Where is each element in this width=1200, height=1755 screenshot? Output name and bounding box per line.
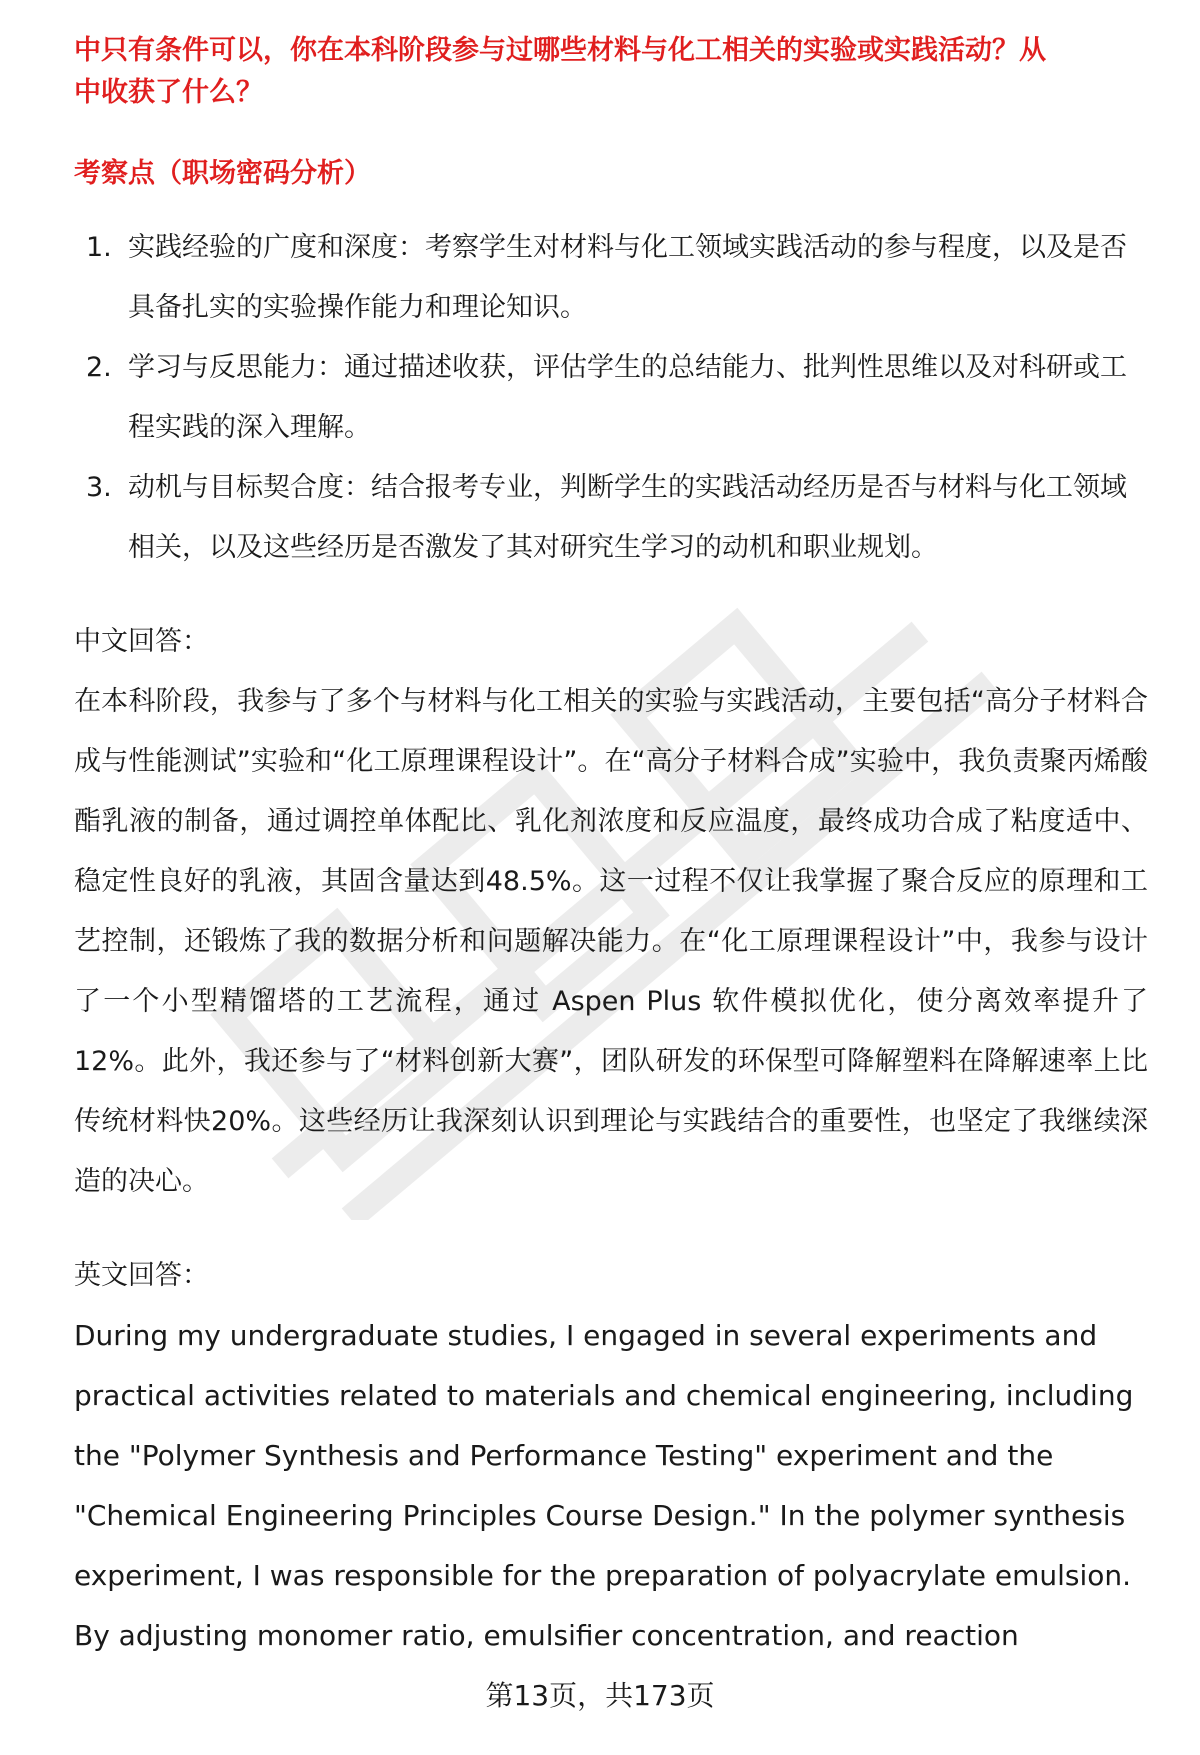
assessment-point-1 (74, 218, 1148, 338)
question-heading (74, 30, 1148, 114)
assessment-point-text: 实践经验的广度和深度：考察学生对材料与化工领域实践活动的参与程度，以及是否具备扎实的实验操作能力和理论知识。 (128, 232, 1127, 323)
document-content (74, 30, 1148, 1666)
english-answer-label: 英文回答： (74, 1260, 209, 1291)
question-line-1: 中只有条件可以，你在本科阶段参与过哪些材料与化工相关的实验或实践活动？从 (74, 35, 1046, 66)
assessment-point-text: 学习与反思能力：通过描述收获，评估学生的总结能力、批判性思维以及对科研或工程实践的深入理解。 (128, 352, 1127, 443)
question-line-2: 中收获了什么？ (74, 77, 263, 108)
assessment-point-text: 动机与目标契合度：结合报考专业，判断学生的实践活动经历是否与材料与化工领域相关，以及这些经历是否激发了其对研究生学习的动机和职业规划。 (128, 472, 1127, 563)
list-number: 3. (86, 472, 112, 503)
assessment-point-3 (74, 458, 1148, 578)
english-answer-body: During my undergraduate studies, I engaged in several experiments and practical activities related to materials and chemical engineering, including the "Polymer Synthesis and Performance Testing" experiment and the "Chemical Engineering Principles Course Design." In the polymer synthesis experiment, I was responsible for the preparation of polyacrylate emulsion. By adjusting monomer ratio, emulsifier concentration, and reaction (74, 1319, 1134, 1652)
assessment-points-list (74, 218, 1148, 578)
page-number-footer: 第13页，共173页 (485, 1679, 715, 1712)
chinese-answer-body: 在本科阶段，我参与了多个与材料与化工相关的实验与实践活动，主要包括“高分子材料合成与性能测试”实验和“化工原理课程设计”。在“高分子材料合成”实验中，我负责聚丙烯酸酯乳液的制备，通过调控单体配比、乳化剂浓度和反应温度，最终成功合成了粘度适中、稳定性良好的乳液，其固含量达到48.5%。这一过程不仅让我掌握了聚合反应的原理和工艺控制，还锻炼了我的数据分析和问题解决能力。在“化工原理课程设计”中，我参与设计了一个小型精馏塔的工艺流程，通过 Aspen Plus 软件模拟优化，使分离效率提升了12%。此外，我还参与了“材料创新大赛”，团队研发的环保型可降解塑料在降解速率上比传统材料快20%。这些经历让我深刻认识到理论与实践结合的重要性，也坚定了我继续深造的决心。 (74, 686, 1148, 1197)
list-number: 1. (86, 232, 112, 263)
list-number: 2. (86, 352, 112, 383)
chinese-answer-label: 中文回答： (74, 626, 209, 657)
assessment-points-heading: 考察点（职场密码分析） (74, 158, 371, 189)
assessment-point-2 (74, 338, 1148, 458)
